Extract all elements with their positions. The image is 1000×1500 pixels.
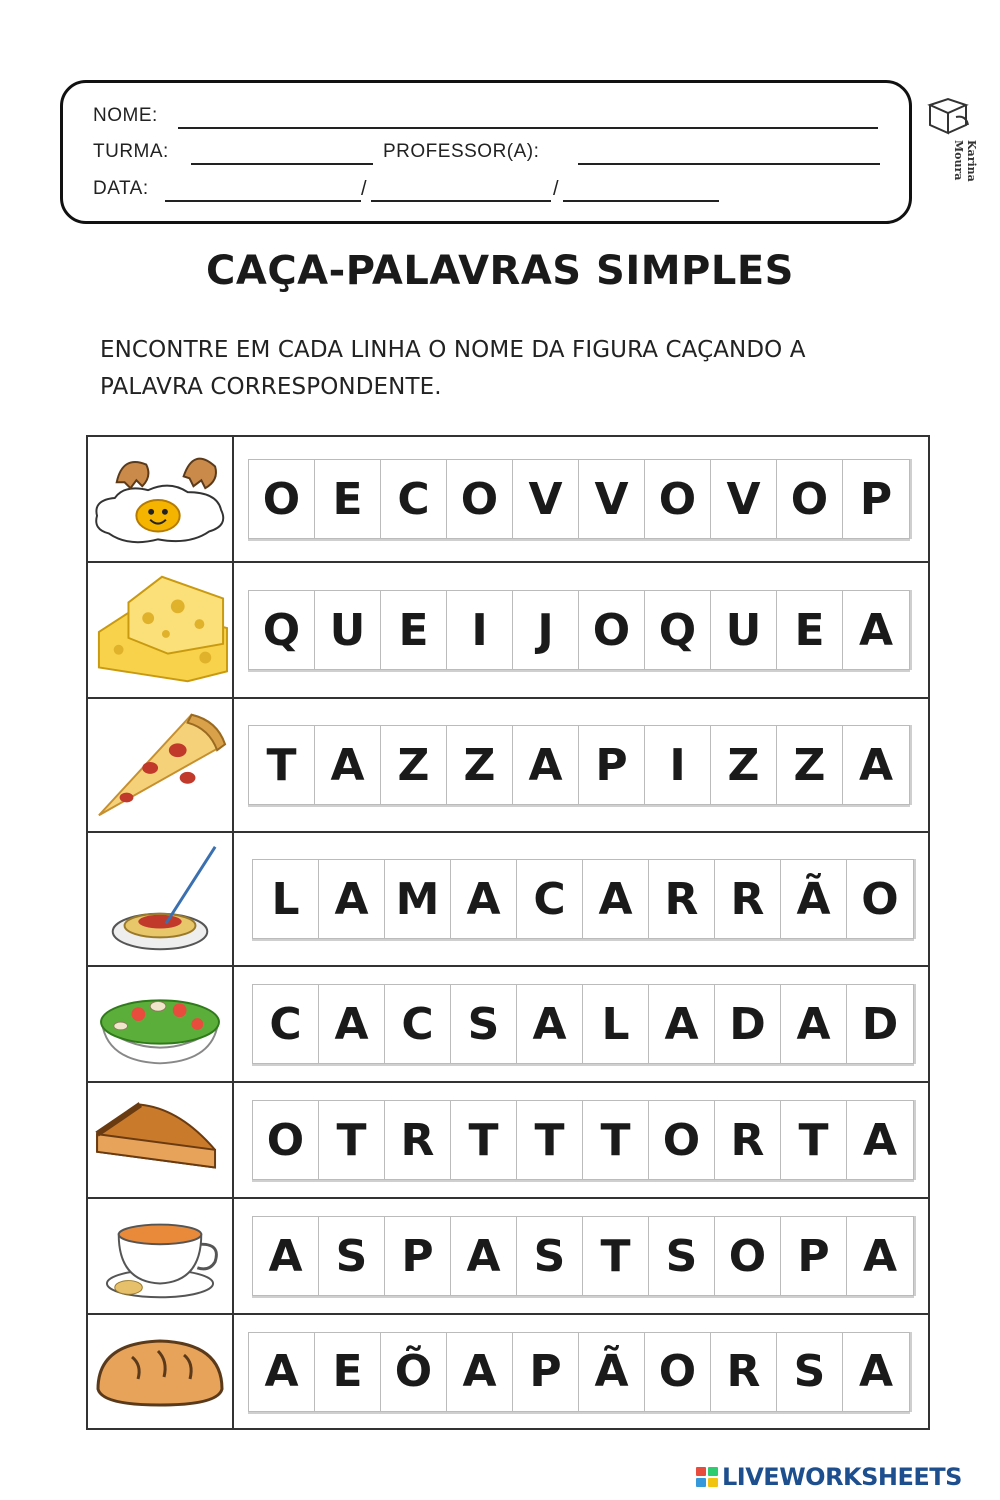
word-row-pizza [88, 699, 928, 833]
letter-cell[interactable]: A [858, 1346, 894, 1397]
letter-cell[interactable]: P [859, 473, 893, 525]
letter-cell[interactable]: A [513, 726, 579, 804]
picture-cell [88, 1315, 234, 1428]
letter-cell[interactable]: O [579, 591, 645, 669]
letter-cell[interactable]: C [385, 985, 451, 1063]
letter-cell[interactable]: L [253, 860, 319, 938]
letter-cell[interactable]: S [517, 1217, 583, 1295]
letter-cell[interactable]: E [381, 591, 447, 669]
letter-cell[interactable]: C [517, 860, 583, 938]
letter-cell[interactable]: O [645, 460, 711, 538]
word-row-pasta [88, 833, 928, 967]
logo-text: Karina Moura [952, 140, 978, 182]
turma-field[interactable] [191, 163, 373, 165]
letter-cell[interactable]: V [711, 460, 777, 538]
turma-label: TURMA: [93, 141, 169, 162]
letter-cell[interactable]: S [649, 1217, 715, 1295]
data-month-field[interactable] [371, 200, 551, 202]
letter-cell[interactable]: R [715, 860, 781, 938]
letter-cell[interactable]: R [385, 1101, 451, 1179]
letter-cell[interactable]: R [715, 1101, 781, 1179]
letter-cell[interactable]: Ã [579, 1333, 645, 1411]
letter-cell[interactable]: E [315, 1333, 381, 1411]
letter-cell[interactable]: R [649, 860, 715, 938]
letter-cell[interactable]: A [447, 1333, 513, 1411]
letter-cell[interactable]: Z [777, 726, 843, 804]
letter-cell[interactable]: A [249, 1333, 315, 1411]
liveworksheets-brand[interactable] [695, 1462, 962, 1492]
letter-cell[interactable]: A [517, 985, 583, 1063]
letter-grid [248, 1332, 910, 1412]
pizza-icon [88, 699, 232, 831]
pie-icon [88, 1083, 232, 1197]
letter-cell[interactable]: T [517, 1101, 583, 1179]
picture-cell [88, 967, 234, 1081]
letter-cell[interactable]: V [513, 460, 579, 538]
letter-cell[interactable]: T [781, 1101, 847, 1179]
letter-cell[interactable]: C [381, 460, 447, 538]
bread-icon [88, 1315, 232, 1428]
letter-cell[interactable]: Z [447, 726, 513, 804]
instructions-line-1: ENCONTRE EM CADA LINHA O NOME DA FIGURA CAÇANDO A [100, 337, 806, 363]
letter-cell[interactable]: U [315, 591, 381, 669]
data-label: DATA: [93, 178, 149, 199]
letter-cell[interactable]: Z [381, 726, 447, 804]
word-row-cheese [88, 563, 928, 699]
letter-cell[interactable]: O [777, 460, 843, 538]
letter-cell[interactable]: T [583, 1217, 649, 1295]
letter-grid [248, 725, 910, 805]
letter-cell[interactable]: Z [711, 726, 777, 804]
word-row-egg [88, 437, 928, 563]
letter-cell[interactable]: A [858, 604, 894, 656]
letter-grid [248, 459, 910, 539]
date-slash-2: / [553, 178, 559, 200]
letter-cell[interactable]: S [319, 1217, 385, 1295]
letter-cell[interactable]: A [862, 1230, 898, 1282]
letter-cell[interactable]: A [862, 1114, 898, 1166]
student-info-box [60, 80, 912, 224]
letter-cell[interactable]: O [645, 1333, 711, 1411]
letter-cell[interactable]: S [451, 985, 517, 1063]
letter-cell[interactable]: A [451, 1217, 517, 1295]
letter-cell[interactable]: V [579, 460, 645, 538]
letter-cell[interactable]: O [249, 460, 315, 538]
letter-cell[interactable]: A [781, 985, 847, 1063]
letter-cell[interactable]: O [715, 1217, 781, 1295]
word-row-bread [88, 1315, 928, 1428]
data-day-field[interactable] [165, 200, 361, 202]
letter-cell[interactable]: O [649, 1101, 715, 1179]
word-row-salad [88, 967, 928, 1083]
liveworksheets-text: LIVEWORKSHEETS [722, 1463, 962, 1491]
data-year-field[interactable] [563, 200, 719, 202]
letter-cell[interactable]: O [861, 873, 899, 925]
picture-cell [88, 699, 234, 831]
letter-cell[interactable]: O [447, 460, 513, 538]
letter-cell[interactable]: Ã [781, 860, 847, 938]
letter-cell[interactable]: E [315, 460, 381, 538]
letter-cell[interactable]: I [645, 726, 711, 804]
letter-cell[interactable]: A [451, 860, 517, 938]
letter-grid [252, 859, 914, 939]
letter-cell[interactable]: T [451, 1101, 517, 1179]
nome-field[interactable] [178, 127, 878, 129]
letter-cell[interactable]: L [583, 985, 649, 1063]
picture-cell [88, 1083, 234, 1197]
letter-cell[interactable]: A [319, 985, 385, 1063]
letter-cell[interactable]: C [253, 985, 319, 1063]
word-row-pie [88, 1083, 928, 1199]
letter-cell[interactable]: R [711, 1333, 777, 1411]
letter-cell[interactable]: A [583, 860, 649, 938]
letter-cell[interactable]: D [861, 998, 899, 1050]
letter-cell[interactable]: A [858, 739, 894, 791]
letter-cell[interactable]: O [253, 1101, 319, 1179]
picture-cell [88, 833, 234, 965]
soup-icon [88, 1199, 232, 1313]
letter-cell[interactable]: T [583, 1101, 649, 1179]
instructions [100, 332, 920, 406]
egg-icon [88, 437, 232, 561]
letter-cell[interactable]: A [315, 726, 381, 804]
nome-label: NOME: [93, 105, 158, 126]
liveworksheets-logo-icon [695, 1465, 719, 1489]
letter-cell[interactable]: I [447, 591, 513, 669]
letter-cell[interactable]: P [385, 1217, 451, 1295]
pasta-icon [88, 833, 232, 965]
word-row-soup [88, 1199, 928, 1315]
page-title: CAÇA-PALAVRAS SIMPLES [206, 248, 794, 294]
salad-icon [88, 967, 232, 1081]
picture-cell [88, 437, 234, 561]
letter-cell[interactable]: P [579, 726, 645, 804]
letter-cell[interactable]: Õ [381, 1333, 447, 1411]
professor-label: PROFESSOR(A): [383, 141, 540, 162]
letter-grid [248, 590, 910, 670]
letter-cell[interactable]: M [385, 860, 451, 938]
letter-cell[interactable]: T [319, 1101, 385, 1179]
letter-cell[interactable]: P [513, 1333, 579, 1411]
letter-cell[interactable]: D [715, 985, 781, 1063]
professor-field[interactable] [578, 163, 880, 165]
letter-grid [252, 1216, 914, 1296]
letter-cell[interactable]: S [777, 1333, 843, 1411]
instructions-line-2: PALAVRA CORRESPONDENTE. [100, 374, 442, 400]
letter-cell[interactable]: A [253, 1217, 319, 1295]
cheese-icon [88, 563, 232, 697]
letter-cell[interactable]: J [513, 591, 579, 669]
letter-cell[interactable]: T [249, 726, 315, 804]
picture-cell [88, 1199, 234, 1313]
letter-cell[interactable]: Q [249, 591, 315, 669]
word-search-table [86, 435, 930, 1430]
letter-grid [252, 984, 914, 1064]
picture-cell [88, 563, 234, 697]
letter-cell[interactable]: E [777, 591, 843, 669]
letter-cell[interactable]: P [781, 1217, 847, 1295]
date-slash-1: / [361, 178, 367, 200]
letter-grid [252, 1100, 914, 1180]
letter-cell[interactable]: A [319, 860, 385, 938]
letter-cell[interactable]: Q [645, 591, 711, 669]
letter-cell[interactable]: A [649, 985, 715, 1063]
letter-cell[interactable]: U [711, 591, 777, 669]
